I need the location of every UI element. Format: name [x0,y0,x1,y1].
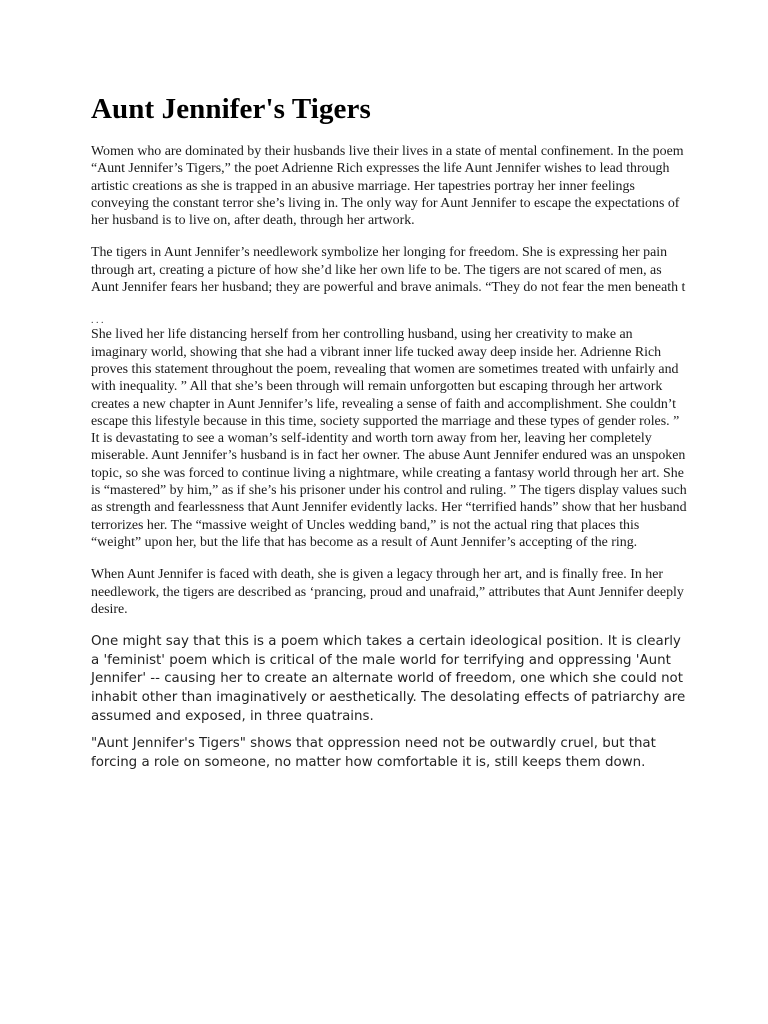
commentary-paragraph-1: One might say that this is a poem which takes a certain ideological position. It is clearly a 'feminist' poem which is critical of the male world for terrifying and oppressing 'Aunt Jennifer' -- causing her to create an alternate world of freedom, one which she could not inhabit other than imaginatively or aesthetically. The desolating effects of patriarchy are assumed and exposed, in three quatrains. [91,634,686,724]
essay-paragraph-1: Women who are dominated by their husbands live their lives in a state of mental confinement. In the poem “Aunt Jennifer’s Tigers,” the poet Adrienne Rich expresses the life Aunt Jennifer wishes to lead through artistic creations as she is trapped in an abusive marriage. Her tapestries portray her inner feelings conveying the constant terror she’s living in. The only way for Aunt Jennifer to escape the expectations of her husband is to live on, after death, through her artwork. [91,144,684,229]
document-title: Aunt Jennifer's Tigers [91,93,371,125]
truncation-ellipsis: . . . [91,315,104,327]
commentary-paragraph-2: "Aunt Jennifer's Tigers" shows that oppression need not be outwardly cruel, but that forcing a role on someone, no matter how comfortable it is, still keeps them down. [91,736,656,770]
commentary-body [91,633,687,772]
essay-paragraph-4: When Aunt Jennifer is faced with death, she is given a legacy through her art, and is finally free. In her needlework, the tigers are described as ‘prancing, proud and unafraid,” attributes that Aunt Jennifer deeply desire. [91,567,684,617]
essay-body [91,143,687,618]
essay-paragraph-2: The tigers in Aunt Jennifer’s needlework symbolize her longing for freedom. She is expressing her pain through art, creating a picture of how she’d like her own life to be. The tigers are not scared of men, as Aunt Jennifer fears her husband; they are powerful and brave animals. “They do not fear the men beneath t [91,245,686,296]
essay-paragraph-3: She lived her life distancing herself from her controlling husband, using her creativity to make an imaginary world, showing that she had a vibrant inner life tucked away deep inside her. Adrienne Rich proves this statement throughout the poem, revealing that women are sometimes treated with unfairly and with inequality. ” All that she’s been through will remain unforgotten but escaping through her artwork creates a new chapter in Aunt Jennifer’s life, revealing a sense of faith and accomplishment. She couldn’t escape this lifestyle because in this time, society supported the marriage and these types of gender roles. ” It is devastating to see a woman’s self-identity and worth torn away from her, leaving her completely miserable. Aunt Jennifer’s husband is in fact her owner. The abuse Aunt Jennifer endured was an unspoken topic, so she was forced to continue living a nightmare, while creating a fantasy world through her art. She is “mastered” by him,” as if she’s his prisoner under his control and ruling. ” The tigers display values such as strength and fearlessness that Aunt Jennifer evidently lacks. Her “terrified hands” show that her husband terrorizes her. The “massive weight of Uncles wedding band,” is not the actual ring that places this “weight” upon her, but the life that has become as a result of Aunt Jennifer’s accepting of the ring. [91,327,687,550]
document-content [91,92,687,781]
